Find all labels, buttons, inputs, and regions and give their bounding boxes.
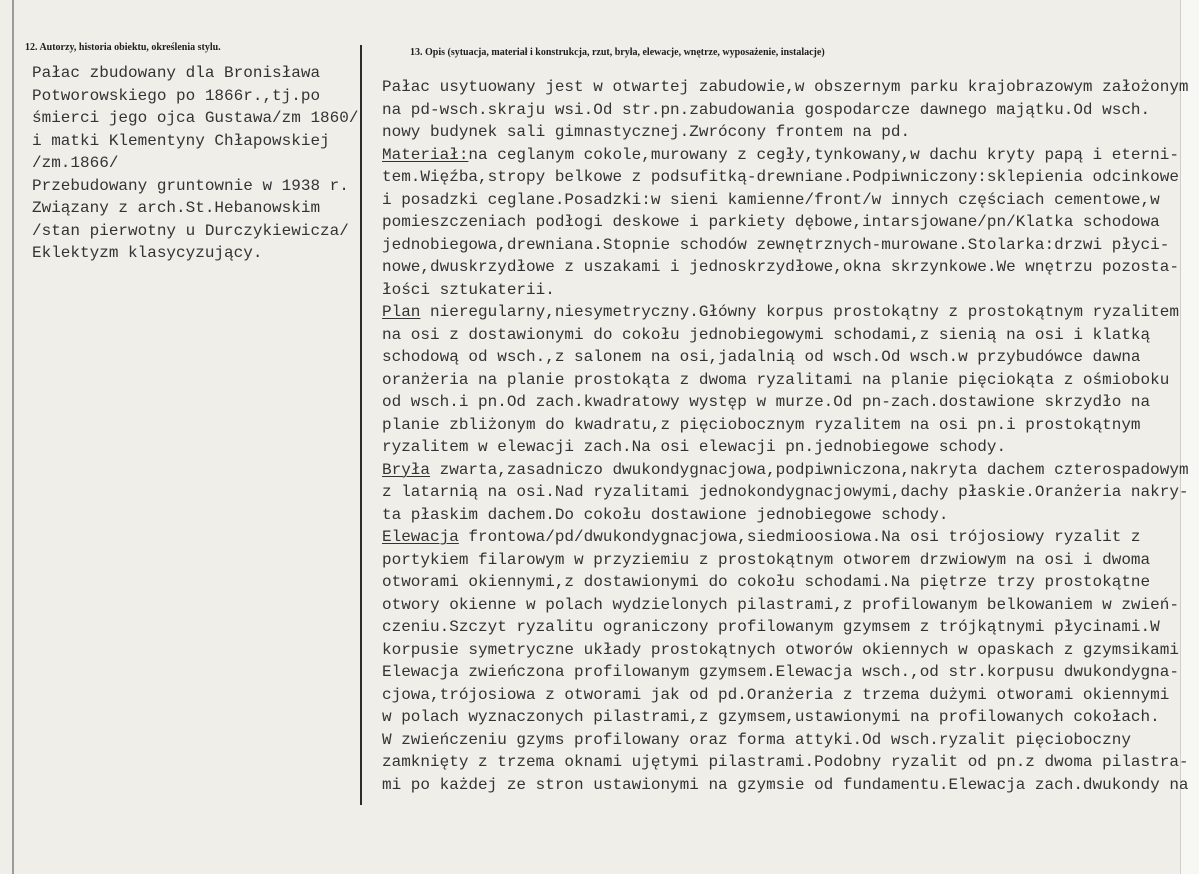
description-text: cjowa,trójosiowa z otworami jak od pd.Oranżeria z trzema dużymi otworami okiennymi bbox=[382, 685, 1170, 704]
description-line bbox=[382, 459, 1197, 482]
description-text: planie zbliżonym do kwadratu,z pięciobocznym ryzalitem na osi pn.i prostokątnym bbox=[382, 415, 1141, 434]
description-text: łości sztukaterii. bbox=[382, 280, 555, 299]
section-keyword: Plan bbox=[382, 303, 421, 321]
history-line: Eklektyzm klasycyzujący. bbox=[32, 244, 263, 262]
description-text: z latarnią na osi.Nad ryzalitami jednokondygnacjowymi,dachy płaskie.Oranżeria nakry- bbox=[382, 483, 1189, 501]
description-line bbox=[382, 99, 1197, 122]
description-text: korpusie symetryczne układy prostokątnych otworów okiennych w opaskach z gzymsikami bbox=[382, 640, 1179, 659]
description-text: tem.Więźba,stropy belkowe z podsufitką-drewniane.Podpiwniczony:sklepienia odcinkowe bbox=[382, 168, 1179, 186]
description-text: zamknięty z trzema oknami ujętymi pilastrami.Podobny ryzalit od pn.z dwoma pilastra- bbox=[382, 753, 1189, 771]
column-divider bbox=[360, 45, 362, 805]
description-text: na ceglanym cokole,murowany z cegły,tynkowany,w dachu kryty papą i eterni- bbox=[468, 145, 1179, 164]
description-line bbox=[382, 391, 1197, 414]
page-left-edge bbox=[12, 0, 14, 874]
description-line bbox=[382, 346, 1197, 369]
description-line bbox=[382, 189, 1197, 212]
description-line bbox=[382, 324, 1197, 347]
description-text: portykiem filarowym w przyziemiu z prostokątnym otworem drzwiowym na osi i dwoma bbox=[382, 550, 1151, 569]
description-text: Pałac usytuowany jest w otwartej zabudowie,w obszernym parku krajobrazowym założonym bbox=[382, 78, 1189, 96]
description-text: od wsch.i pn.Od zach.kwadratowy występ w murze.Od pn-zach.dostawione skrzydło na bbox=[382, 393, 1151, 411]
description-line bbox=[382, 774, 1197, 797]
section-12-heading: 12. Autorzy, historia obiektu, określenia stylu. bbox=[25, 42, 221, 53]
description-line bbox=[382, 369, 1197, 392]
description-text: czeniu.Szczyt ryzalitu ograniczony profilowanym gzymsem z trójkątnymi płycinami.W bbox=[382, 618, 1160, 636]
description-text: na osi z dostawionymi do cokołu jednobiegowymi schodami,z sienią na osi i klatką bbox=[382, 325, 1151, 344]
description-line bbox=[382, 729, 1197, 752]
section-13-heading: 13. Opis (sytuacja, materiał i konstrukcja, rzut, bryła, elewacje, wnętrze, wyposażenie, instalacje) bbox=[410, 47, 825, 58]
history-line: Potworowskiego po 1866r.,tj.po bbox=[32, 86, 321, 105]
description-line bbox=[382, 594, 1197, 617]
description-text: i posadzki ceglane.Posadzki:w sieni kamienne/front/w innych częściach cementowe,w bbox=[382, 190, 1160, 209]
description-line bbox=[382, 549, 1197, 572]
history-text-column bbox=[32, 62, 357, 265]
history-line: i matki Klementyny Chłapowskiej bbox=[32, 131, 330, 150]
description-line bbox=[382, 684, 1197, 707]
description-line bbox=[382, 144, 1197, 167]
description-text: frontowa/pd/dwukondygnacjowa,siedmioosiowa.Na osi trójosiowy ryzalit z bbox=[458, 528, 1141, 546]
description-line bbox=[382, 481, 1197, 504]
description-line bbox=[382, 414, 1197, 437]
description-line bbox=[382, 661, 1197, 684]
description-line bbox=[382, 616, 1197, 639]
description-text: W zwieńczeniu gzyms profilowany oraz forma attyki.Od wsch.ryzalit pięcioboczny bbox=[382, 730, 1131, 749]
description-line bbox=[382, 571, 1197, 594]
history-line: Związany z arch.St.Hebanowskim bbox=[32, 199, 321, 217]
description-text: jednobiegowa,drewniana.Stopnie schodów zewnętrznych-murowane.Stolarka:drzwi płyci- bbox=[382, 235, 1170, 254]
description-text: otwory okienne w polach wydzielonych pilastrami,z profilowanym belkowaniem w zwień- bbox=[382, 595, 1179, 614]
description-text: ryzalitem w elewacji zach.Na osi elewacji pn.jednobiegowe schody. bbox=[382, 438, 1007, 456]
description-line bbox=[382, 751, 1197, 774]
description-line bbox=[382, 504, 1197, 527]
description-line bbox=[382, 301, 1197, 324]
description-text: schodową od wsch.,z salonem na osi,jadalnią od wsch.Od wsch.w przybudówce dawna bbox=[382, 348, 1141, 366]
history-line: Przebudowany gruntownie w 1938 r. bbox=[32, 176, 349, 195]
description-line bbox=[382, 639, 1197, 662]
description-text: pomieszczeniach podłogi deskowe i parkiety dębowe,intarsjowane/pn/Klatka schodowa bbox=[382, 213, 1160, 231]
description-text: otworami okiennymi,z dostawionymi do cokołu schodami.Na piętrze trzy prostokątne bbox=[382, 573, 1151, 591]
description-text: mi po każdej ze stron ustawionymi na gzymsie od fundamentu.Elewacja zach.dwukondy na bbox=[382, 775, 1189, 794]
section-keyword: Elewacja bbox=[382, 528, 459, 546]
history-line: /stan pierwotny u Durczykiewicza/ bbox=[32, 221, 349, 240]
description-line bbox=[382, 436, 1197, 459]
description-text: ta płaskim dachem.Do cokołu dostawione jednobiegowe schody. bbox=[382, 505, 949, 524]
description-line bbox=[382, 211, 1197, 234]
history-line: śmierci jego ojca Gustawa/zm 1860/ bbox=[32, 109, 359, 127]
description-text: nowe,dwuskrzydłowe z uszakami i jednoskrzydłowe,okna skrzynkowe.We wnętrzu pozosta- bbox=[382, 258, 1179, 276]
section-keyword: Bryła bbox=[382, 460, 431, 479]
description-line bbox=[382, 256, 1197, 279]
section-keyword: Materiał: bbox=[382, 145, 469, 164]
description-text: nieregularny,niesymetryczny.Główny korpus prostokątny z prostokątnym ryzalitem bbox=[420, 303, 1179, 321]
description-text: Elewacja zwieńczona profilowanym gzymsem.Elewacja wsch.,od str.korpusu dwukondygna- bbox=[382, 663, 1179, 681]
description-text: na pd-wsch.skraju wsi.Od str.pn.zabudowania gospodarcze dawnego majątku.Od wsch. bbox=[382, 100, 1151, 119]
description-text: zwarta,zasadniczo dwukondygnacjowa,podpiwniczona,nakryta dachem czterospadowym bbox=[430, 460, 1189, 479]
description-line bbox=[382, 76, 1197, 99]
history-line: /zm.1866/ bbox=[32, 154, 119, 172]
description-text-column bbox=[382, 76, 1197, 796]
description-line bbox=[382, 234, 1197, 257]
history-line: Pałac zbudowany dla Bronisława bbox=[32, 64, 321, 82]
description-line bbox=[382, 706, 1197, 729]
description-text: w polach wyznaczonych pilastrami,z gzymsem,ustawionymi na profilowanych cokołach. bbox=[382, 708, 1160, 726]
description-line bbox=[382, 166, 1197, 189]
description-line bbox=[382, 121, 1197, 144]
description-text: nowy budynek sali gimnastycznej.Zwrócony frontem na pd. bbox=[382, 123, 911, 141]
description-line bbox=[382, 526, 1197, 549]
description-line bbox=[382, 279, 1197, 302]
description-text: oranżeria na planie prostokąta z dwoma ryzalitami na planie pięciokąta z ośmioboku bbox=[382, 370, 1170, 389]
